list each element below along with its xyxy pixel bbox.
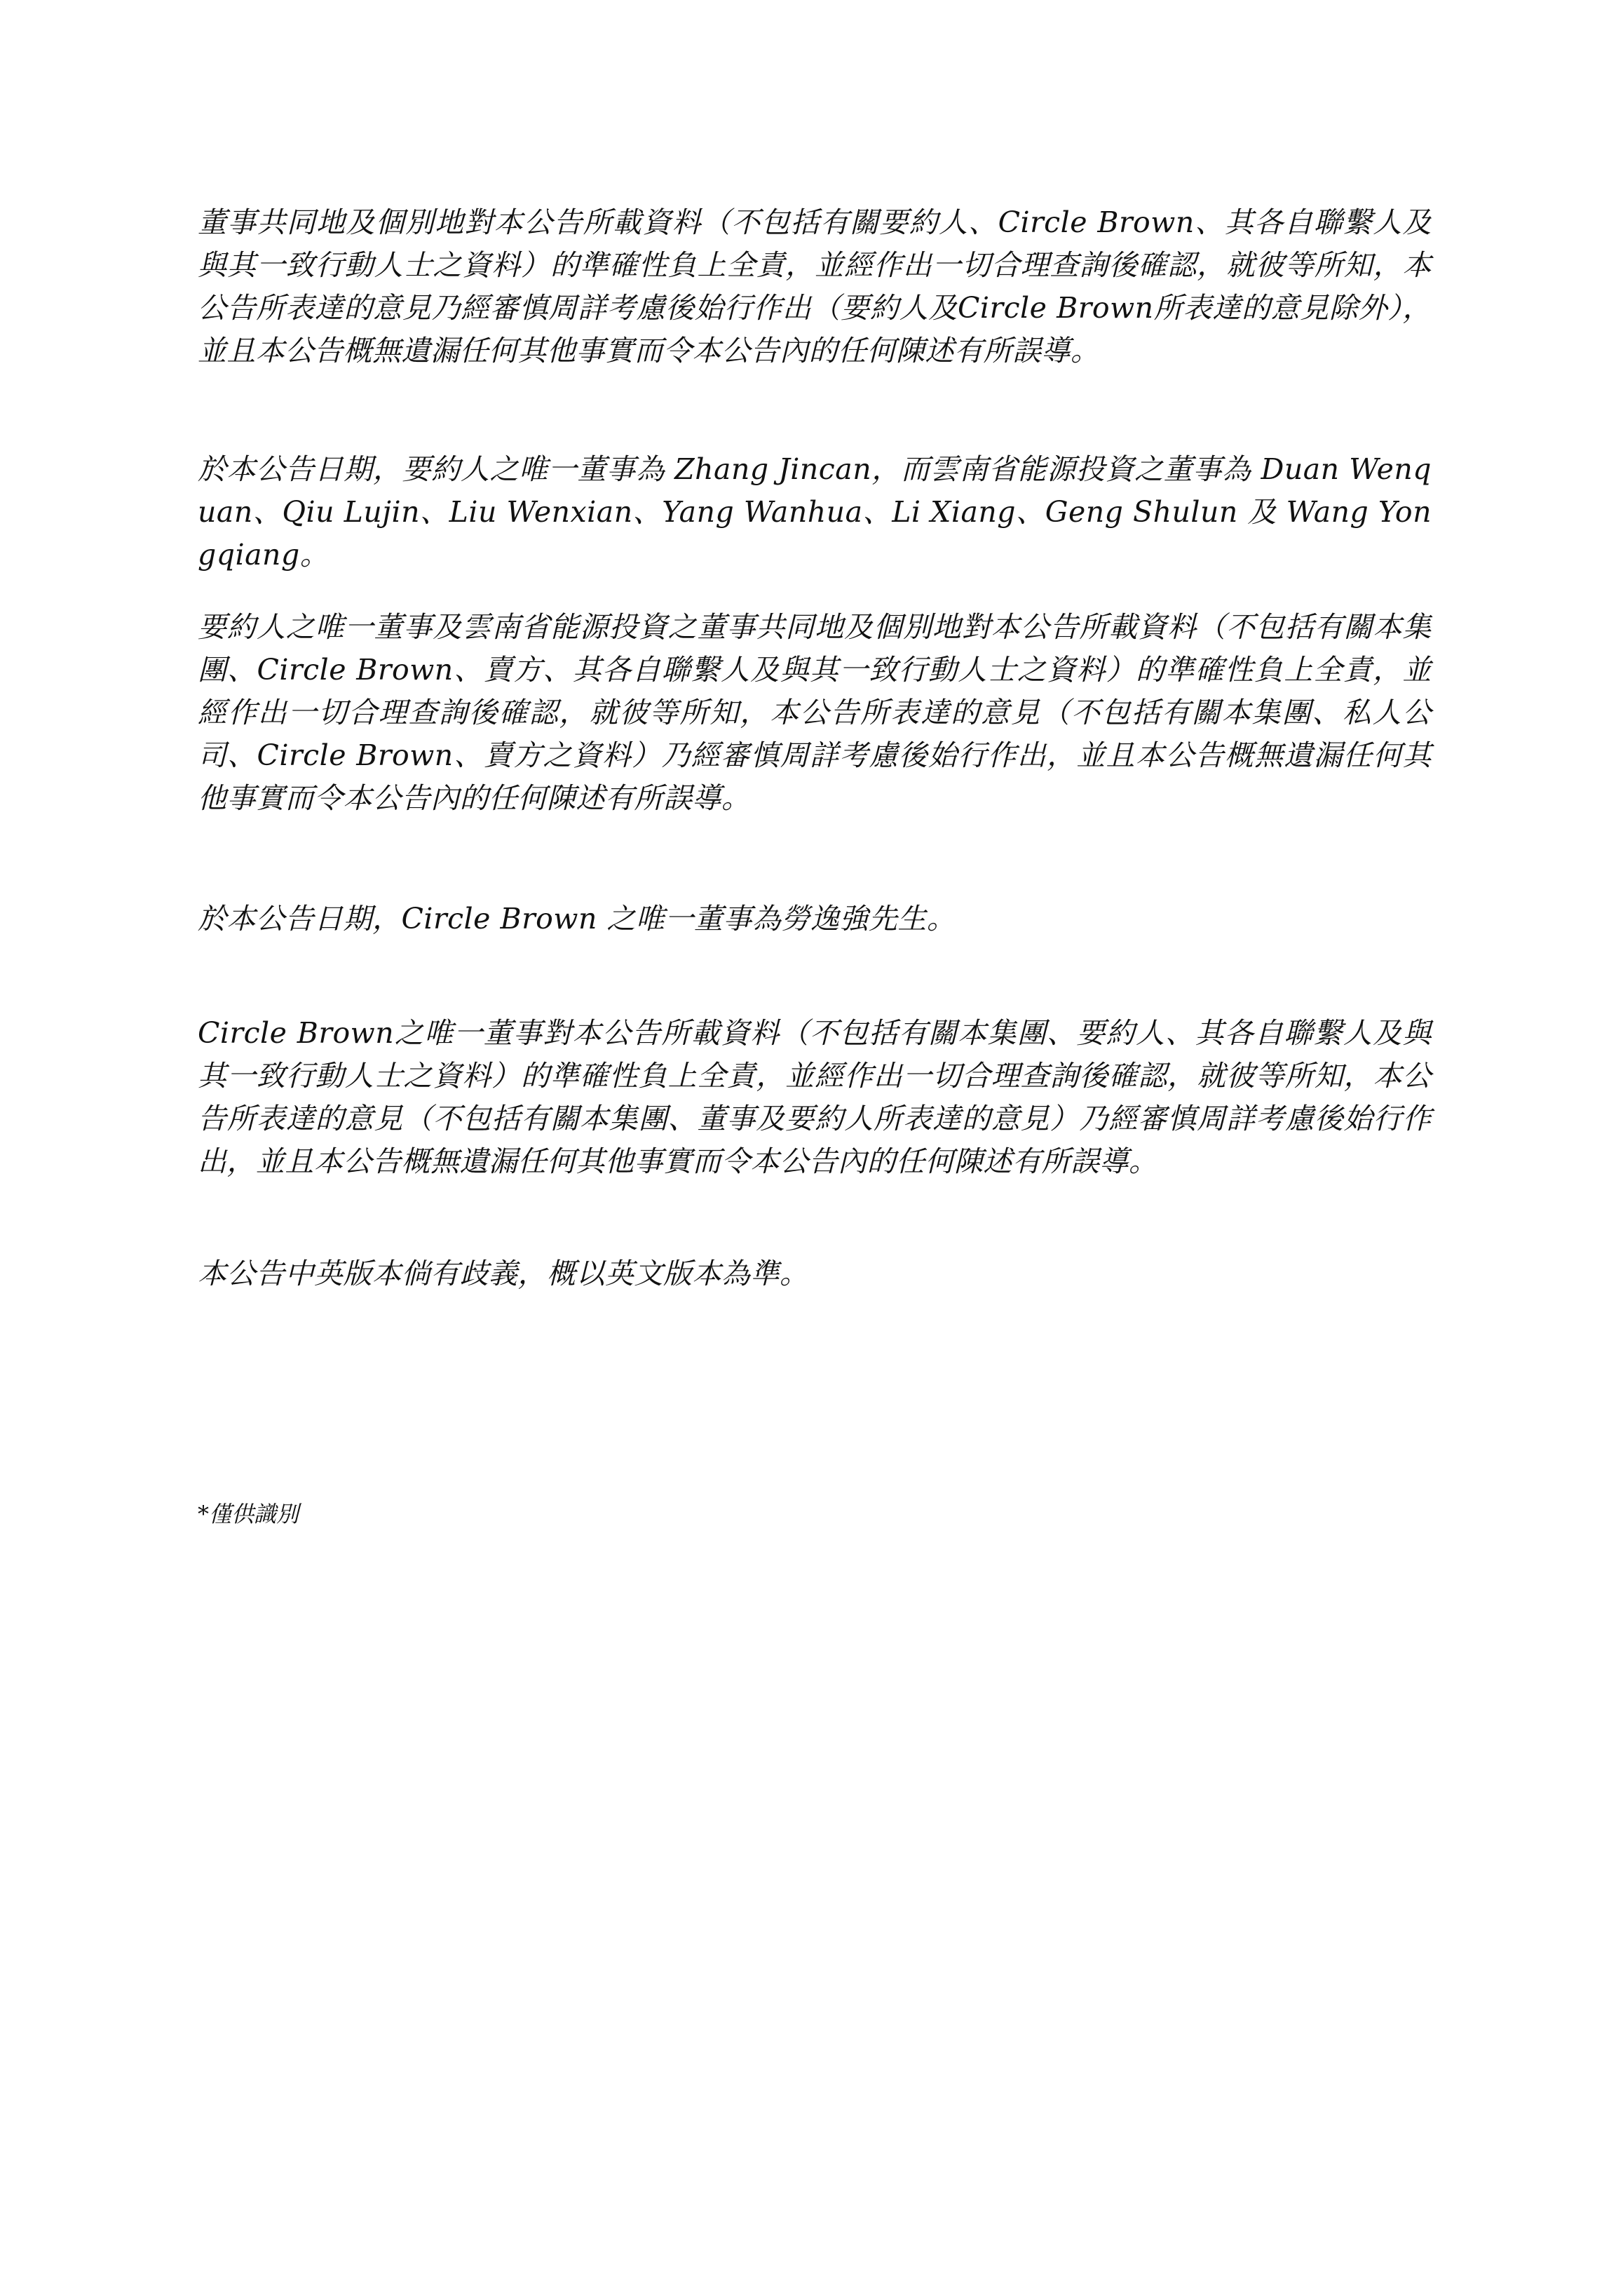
directors-responsibility-paragraph: 董事共同地及個別地對本公告所載資料（不包括有關要約人、Circle Brown、其各自聯繫人及與其一致行動人士之資料）的準確性負上全責，並經作出一切合理查詢後確認，就彼等所知，本公告所表達的意見乃經審慎周詳考慮後始行作出（要約人及Circle Brown所表達的意見除外），並且本公告概無遺漏任何其他事實而令本公告內的任何陳述有所誤導。 [198,205,1432,367]
circle-brown-director-paragraph: 於本公告日期，Circle Brown 之唯一董事為勞逸強先生。 [198,902,956,936]
offeror-directors-paragraph: 於本公告日期，要約人之唯一董事為 Zhang Jincan，而雲南省能源投資之董事為 Duan Wenquan、Qiu Lujin、Liu Wenxian、Yang Wanhua、Li Xiang、Geng Shulun 及 Wang Yongqiang。 [198,452,1432,572]
offeror-responsibility-paragraph: 要約人之唯一董事及雲南省能源投資之董事共同地及個別地對本公告所載資料（不包括有關本集團、Circle Brown、賣方、其各自聯繫人及與其一致行動人士之資料）的準確性負上全責，並經作出一切合理查詢後確認，就彼等所知，本公告所表達的意見（不包括有關本集團、私人公司、Circle Brown、賣方之資料）乃經審慎周詳考慮後始行作出，並且本公告概無遺漏任何其他事實而令本公告內的任何陳述有所誤導。 [198,610,1432,815]
language-precedence-paragraph: 本公告中英版本倘有歧義，概以英文版本為準。 [198,1257,809,1290]
identification-footnote: *僅供識別 [198,1501,299,1527]
circle-brown-responsibility-paragraph: Circle Brown之唯一董事對本公告所載資料（不包括有關本集團、要約人、其各自聯繫人及與其一致行動人士之資料）的準確性負上全責，並經作出一切合理查詢後確認，就彼等所知，本公告所表達的意見（不包括有關本集團、董事及要約人所表達的意見）乃經審慎周詳考慮後始行作出，並且本公告概無遺漏任何其他事實而令本公告內的任何陳述有所誤導。 [198,1016,1432,1178]
